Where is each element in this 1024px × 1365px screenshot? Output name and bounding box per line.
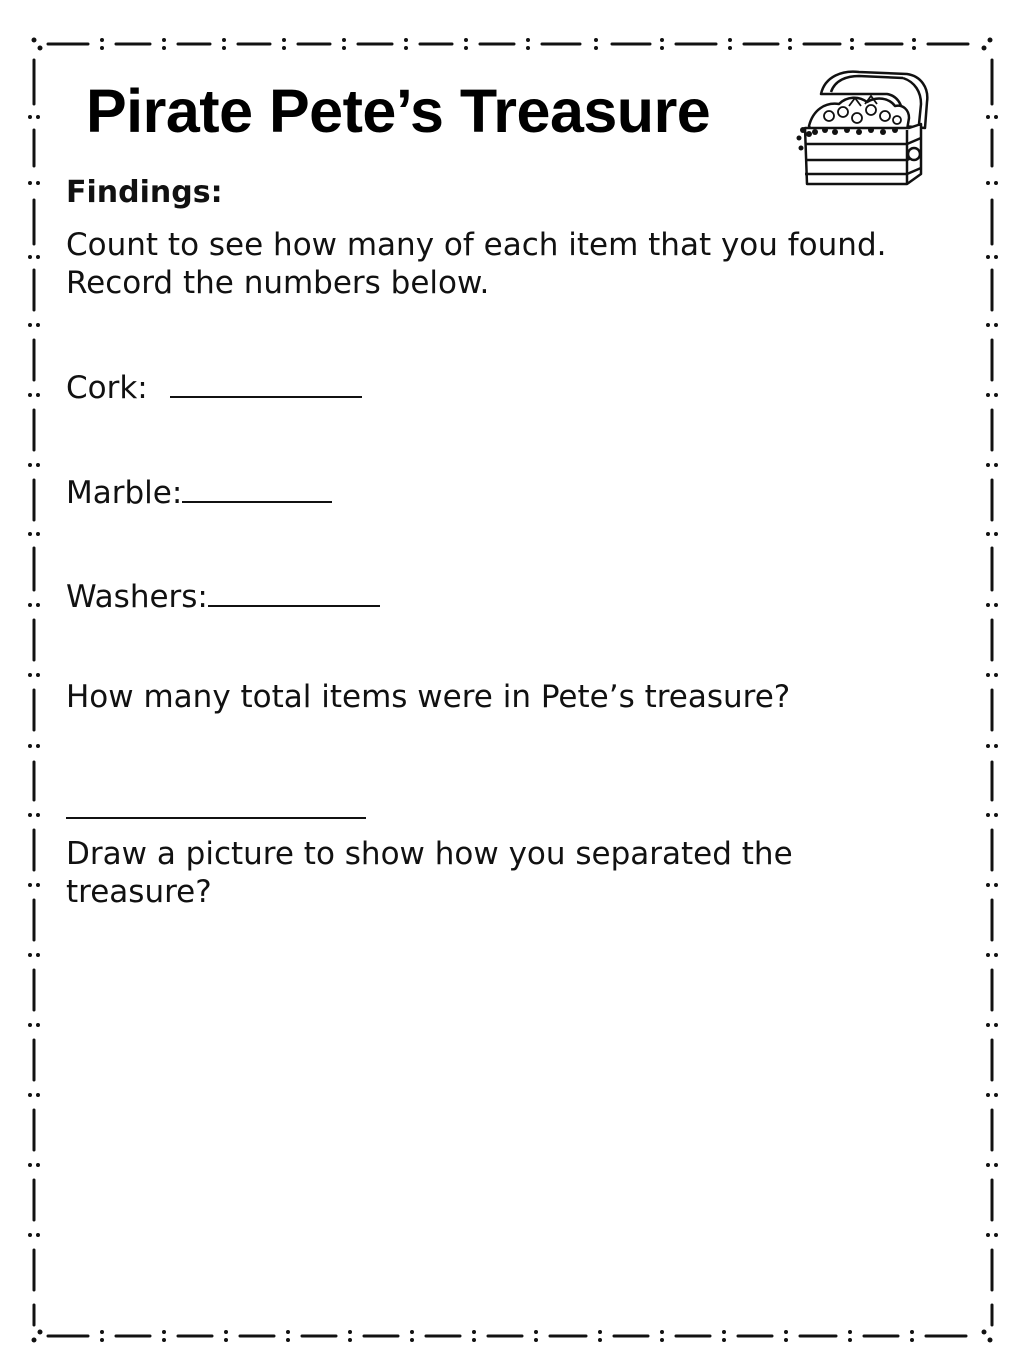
draw-prompt-line: treasure? <box>66 874 212 910</box>
marble-label: Marble: <box>66 475 183 511</box>
instructions <box>66 226 926 302</box>
washers-answer-blank[interactable] <box>208 575 380 607</box>
cork-answer-blank[interactable] <box>170 366 362 398</box>
instruction-line: Record the numbers below. <box>66 265 490 301</box>
drawing-area[interactable] <box>66 930 946 1310</box>
draw-prompt-line: Draw a picture to show how you separated the <box>66 836 793 872</box>
marble-answer-blank[interactable] <box>182 471 332 503</box>
total-question: How many total items were in Pete’s treasure? <box>66 679 791 715</box>
total-answer-blank[interactable] <box>66 817 366 819</box>
draw-prompt <box>66 835 926 911</box>
page-title: Pirate Pete’s Treasure <box>86 77 711 145</box>
washers-label: Washers: <box>66 579 208 615</box>
marble-row <box>66 471 332 512</box>
instruction-line: Count to see how many of each item that you found. <box>66 227 887 263</box>
treasure-chest-icon <box>795 66 935 190</box>
findings-heading: Findings: <box>66 175 223 210</box>
cork-label: Cork: <box>66 370 148 406</box>
washers-row <box>66 575 380 616</box>
cork-row <box>66 366 362 407</box>
